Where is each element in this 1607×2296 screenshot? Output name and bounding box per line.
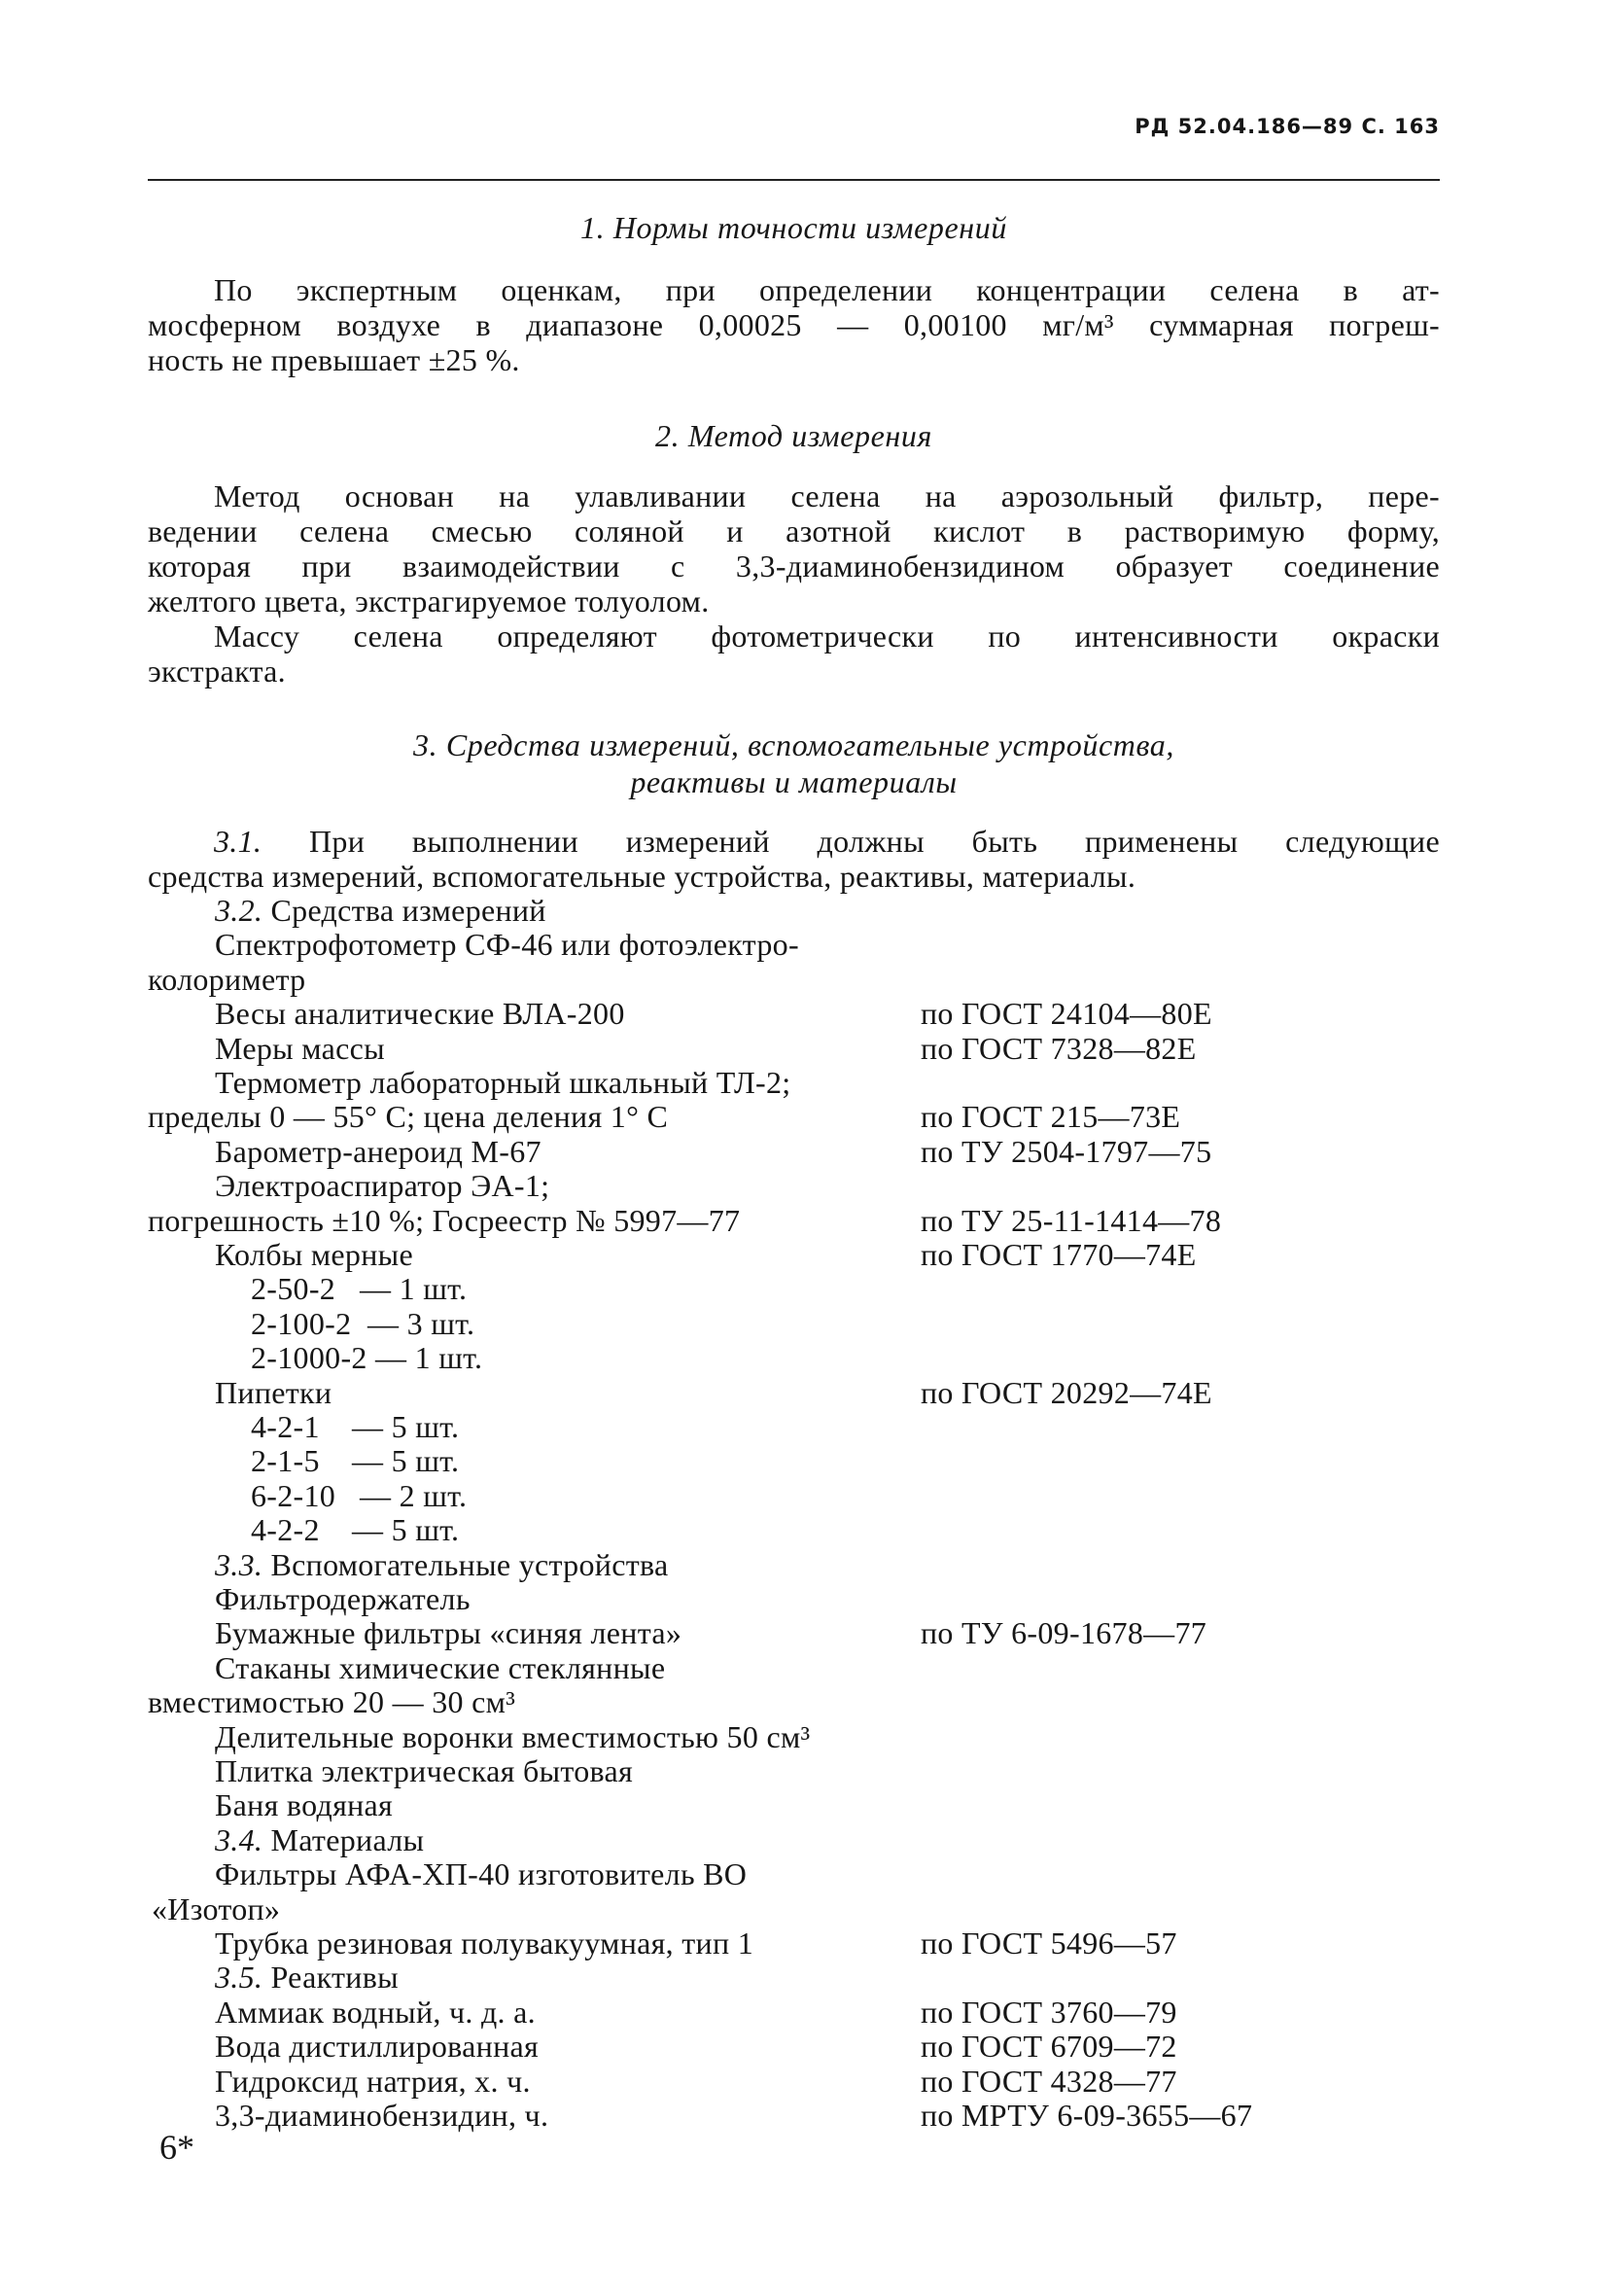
list-item-text <box>251 1340 482 1375</box>
list-item-text <box>148 1203 740 1238</box>
text-line: которая при взаимодействии с 3,3-диаминобензидином образует соединение <box>148 548 1440 583</box>
list-row <box>0 1615 1607 1650</box>
list-row <box>0 1340 1607 1375</box>
standard-reference: по ГОСТ 5496—57 <box>921 1925 1177 1960</box>
list-item-text <box>215 1031 385 1066</box>
item-label: Гидроксид натрия, х. ч. <box>215 2064 531 2099</box>
list-item-text <box>251 1306 474 1341</box>
list-row <box>0 893 1607 928</box>
item-label: 2-100-2 — 3 шт. <box>251 1306 475 1341</box>
list-item-text <box>215 1134 541 1169</box>
item-label: Весы аналитические ВЛА-200 <box>215 996 625 1031</box>
item-label: Спектрофотометр СФ-46 или фотоэлектро- <box>215 927 799 962</box>
standard-reference: по ГОСТ 24104—80Е <box>921 996 1212 1031</box>
list-item-text <box>215 996 625 1031</box>
item-number: 3.5. <box>215 1960 271 1995</box>
list-row <box>0 962 1607 997</box>
item-label: Реактивы <box>270 1960 399 1995</box>
list-row <box>0 1031 1607 1066</box>
item-label: Электроаспиратор ЭА-1; <box>215 1168 550 1203</box>
list-item-text <box>215 1753 633 1788</box>
list-row <box>0 996 1607 1031</box>
list-row <box>0 1581 1607 1616</box>
item-label: Трубка резиновая полувакуумная, тип 1 <box>215 1925 753 1960</box>
item-label: вместимостью 20 — 30 см³ <box>148 1684 516 1719</box>
list-item-text <box>251 1512 459 1547</box>
text-line <box>148 824 1440 859</box>
standard-reference: по ГОСТ 20292—74Е <box>921 1375 1212 1410</box>
item-label: Делительные воронки вместимостью 50 см³ <box>215 1719 811 1754</box>
item-label: 2-50-2 — 1 шт. <box>251 1271 468 1306</box>
list-row <box>0 1753 1607 1788</box>
item-number: 3.1. <box>214 824 262 859</box>
list-item-text <box>215 2098 548 2133</box>
text-line: ведении селена смесью соляной и азотной кислот в растворимую форму, <box>148 513 1440 548</box>
item-label: «Изотоп» <box>152 1891 281 1926</box>
list-item-text <box>215 1547 668 1582</box>
item-label: Пипетки <box>215 1375 332 1410</box>
list-item-text <box>215 1960 399 1995</box>
text-line: экстракта. <box>148 653 286 689</box>
list-row <box>0 1960 1607 1995</box>
item-label: пределы 0 — 55° С; цена деления 1° С <box>148 1099 669 1134</box>
item-label: погрешность ±10 %; Госреестр № 5997—77 <box>148 1203 741 1238</box>
list-row <box>0 2064 1607 2099</box>
page-header: РД 52.04.186—89 С. 163 <box>1135 115 1440 138</box>
list-row <box>0 1099 1607 1134</box>
item-label: Материалы <box>270 1822 425 1857</box>
list-item-text <box>215 1822 424 1857</box>
item-label: Вода дистиллированная <box>215 2029 540 2064</box>
standard-reference: по ТУ 6-09-1678—77 <box>921 1615 1207 1650</box>
list-item-text <box>215 2029 539 2064</box>
item-label: 4-2-2 — 5 шт. <box>251 1512 460 1547</box>
list-item-text <box>215 893 546 928</box>
section-2-heading: 2. Метод измерения <box>655 418 932 453</box>
list-item-text <box>215 1995 536 2030</box>
standard-reference: по ГОСТ 4328—77 <box>921 2064 1177 2099</box>
intro-text: При выполнении измерений должны быть применены следующие <box>309 824 1440 859</box>
list-item-text <box>251 1409 459 1444</box>
item-label: Баня водяная <box>215 1787 394 1822</box>
item-label: 4-2-1 — 5 шт. <box>251 1409 460 1444</box>
list-row <box>0 1375 1607 1410</box>
section-1-paragraph <box>148 272 1440 377</box>
item-label: 2-1000-2 — 1 шт. <box>251 1340 483 1375</box>
list-item-text <box>215 927 799 962</box>
list-item-text <box>215 1925 753 1960</box>
standard-reference: по ТУ 25-11-1414—78 <box>921 1203 1222 1238</box>
standard-reference: по ГОСТ 215—73Е <box>921 1099 1181 1134</box>
item-label: Барометр-анероид М-67 <box>215 1134 541 1169</box>
list-row <box>0 1925 1607 1960</box>
standard-reference: по ГОСТ 1770—74Е <box>921 1237 1197 1272</box>
list-item-text <box>215 1375 332 1410</box>
list-item-text <box>251 1271 467 1306</box>
page-mark: 6* <box>159 2128 194 2167</box>
list-item-text <box>215 1237 413 1272</box>
list-row <box>0 1787 1607 1822</box>
list-row <box>0 1065 1607 1100</box>
item-label: Вспомогательные устройства <box>270 1547 669 1582</box>
item-label: Стаканы химические стеклянные <box>215 1650 666 1685</box>
text-line: средства измерений, вспомогательные устройства, реактивы, материалы. <box>148 859 1136 894</box>
list-row <box>0 1478 1607 1513</box>
list-row <box>0 927 1607 962</box>
list-row <box>0 1134 1607 1169</box>
item-label: Фильтры АФА-ХП-40 изготовитель ВО <box>215 1856 748 1891</box>
item-label: Меры массы <box>215 1031 385 1066</box>
list-row <box>0 1443 1607 1478</box>
item-label: 2-1-5 — 5 шт. <box>251 1443 460 1478</box>
list-item-text <box>215 1615 681 1650</box>
list-item-text <box>215 2064 531 2099</box>
section-1-heading: 1. Нормы точности измерений <box>580 210 1007 245</box>
list-item-text <box>148 1684 515 1719</box>
text-line: ность не превышает ±25 %. <box>148 342 520 377</box>
item-label: 6-2-10 — 2 шт. <box>251 1478 468 1513</box>
list-row <box>0 1409 1607 1444</box>
list-item-text <box>152 1891 280 1926</box>
item-label: Фильтродержатель <box>215 1581 471 1616</box>
list-row <box>0 1650 1607 1685</box>
header-rule <box>148 179 1440 181</box>
list-item-text <box>148 1099 668 1134</box>
list-row <box>0 1719 1607 1754</box>
list-row <box>0 1306 1607 1341</box>
item-number: 3.3. <box>215 1547 271 1582</box>
item-label: колориметр <box>148 962 306 997</box>
text-line: По экспертным оценкам, при определении концентрации селена в ат- <box>214 272 1440 307</box>
list-row <box>0 1512 1607 1547</box>
section-3-heading-line-2: реактивы и материалы <box>630 764 958 799</box>
list-item-text <box>215 1787 393 1822</box>
list-item-text <box>215 1856 747 1891</box>
standard-reference: по МРТУ 6-09-3655—67 <box>921 2098 1253 2133</box>
item-number: 3.4. <box>215 1822 271 1857</box>
list-row <box>0 1856 1607 1891</box>
item-number: 3.2. <box>215 893 271 928</box>
list-item-text <box>215 1065 790 1100</box>
section-3-intro <box>148 824 1440 894</box>
item-label: Плитка электрическая бытовая <box>215 1753 634 1788</box>
list-item-text <box>215 1581 471 1616</box>
list-row <box>0 1822 1607 1857</box>
list-item-text <box>215 1168 549 1203</box>
list-row <box>0 1203 1607 1238</box>
list-row <box>0 2098 1607 2133</box>
list-item-text <box>148 962 305 997</box>
text-line: желтого цвета, экстрагируемое толуолом. <box>148 583 710 618</box>
list-row <box>0 1237 1607 1272</box>
standard-reference: по ГОСТ 3760—79 <box>921 1995 1177 2030</box>
section-2-paragraph <box>148 478 1440 689</box>
standard-reference: по ГОСТ 7328—82Е <box>921 1031 1197 1066</box>
item-label: Аммиак водный, ч. д. а. <box>215 1995 536 2030</box>
list-row <box>0 1891 1607 1926</box>
item-label: Средства измерений <box>270 893 546 928</box>
item-label: Колбы мерные <box>215 1237 413 1272</box>
item-label: Термометр лабораторный шкальный ТЛ-2; <box>215 1065 791 1100</box>
list-item-text <box>215 1650 665 1685</box>
standard-reference: по ТУ 2504-1797—75 <box>921 1134 1212 1169</box>
list-item-text <box>251 1443 459 1478</box>
section-3-heading-line-1: 3. Средства измерений, вспомогательные устройства, <box>413 727 1174 762</box>
list-row <box>0 2029 1607 2064</box>
list-row <box>0 1995 1607 2030</box>
standard-reference: по ГОСТ 6709—72 <box>921 2029 1177 2064</box>
list-row <box>0 1271 1607 1306</box>
text-line: мосферном воздухе в диапазоне 0,00025 — 0,00100 мг/м³ суммарная погреш- <box>148 307 1440 342</box>
list-row <box>0 1547 1607 1582</box>
text-line: Массу селена определяют фотометрически по интенсивности окраски <box>214 618 1440 653</box>
text-line: Метод основан на улавливании селена на аэрозольный фильтр, пере- <box>214 478 1440 513</box>
list-item-text <box>215 1719 810 1754</box>
item-label: 3,3-диаминобензидин, ч. <box>215 2098 549 2133</box>
item-label: Бумажные фильтры «синяя лента» <box>215 1615 682 1650</box>
list-item-text <box>251 1478 467 1513</box>
list-row <box>0 1168 1607 1203</box>
list-row <box>0 1684 1607 1719</box>
